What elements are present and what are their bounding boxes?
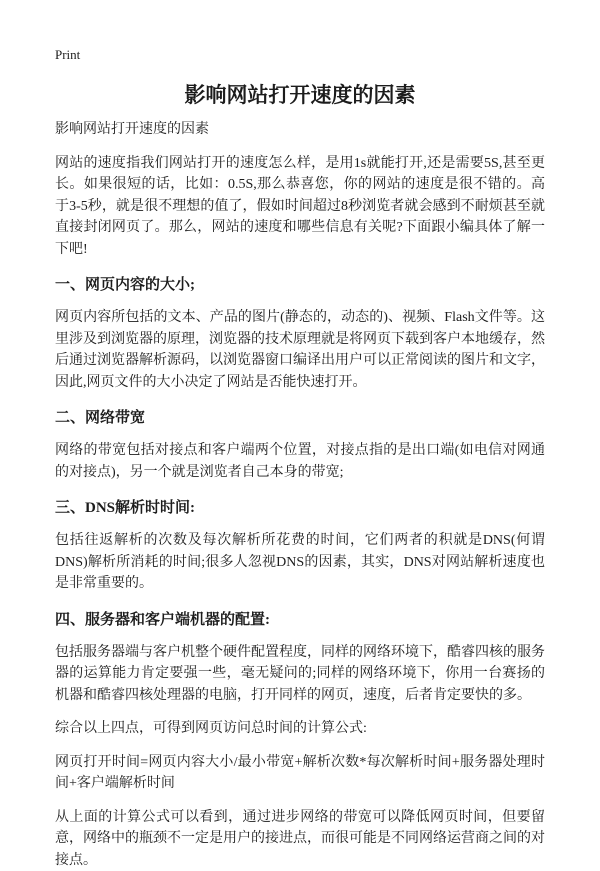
paragraph-conclusion: 从上面的计算公式可以看到，通过进步网络的带宽可以降低网页时间，但要留意，网络中的瓶颈不一定是用户的接进点，而很可能是不同网络运营商之间的对接点。 bbox=[55, 807, 545, 871]
paragraph-intro: 网站的速度指我们网站打开的速度怎么样，是用1s就能打开,还是需要5S,甚至更长。如果很短的话，比如：0.5S,那么恭喜您，你的网站的速度是很不错的。高于3-5秒，就是很不理想的值了，假如时间超过8秒浏览者就会感到不耐烦甚至就直接封闭网页了。那么，网站的速度和哪些信息有关呢?下面跟小编具体了解一下吧! bbox=[55, 153, 545, 261]
paragraph-dns-resolution: 包括往返解析的次数及每次解析所花费的时间，它们两者的积就是DNS(何谓DNS)解析所消耗的时间;很多人忽视DNS的因素，其实，DNS对网站解析速度也是非常重要的。 bbox=[55, 530, 545, 595]
section-heading-dns-resolution: 三、DNS解析时时间: bbox=[55, 499, 545, 518]
section-heading-page-content-size: 一、网页内容的大小; bbox=[55, 276, 545, 295]
paragraph-subtitle: 影响网站打开速度的因素 bbox=[55, 119, 545, 141]
paragraph-network-bandwidth: 网络的带宽包括对接点和客户端两个位置，对接点指的是出口端(如电信对网通的对接点)，另一个就是浏览者自己本身的带宽; bbox=[55, 440, 545, 483]
page-title: 影响网站打开速度的因素 bbox=[55, 83, 545, 108]
paragraph-server-client-config: 包括服务器端与客户机整个硬件配置程度，同样的网络环境下，酷睿四核的服务器的运算能力肯定要强一些，毫无疑问的;同样的网络环境下，你用一台赛扬的机器和酷睿四核处理器的电脑，打开同样的网页，速度，后者肯定要快的多。 bbox=[55, 642, 545, 707]
paragraph-formula-intro: 综合以上四点，可得到网页访问总时间的计算公式: bbox=[55, 718, 545, 740]
print-link[interactable]: Print bbox=[55, 47, 80, 63]
section-heading-network-bandwidth: 二、网络带宽 bbox=[55, 409, 545, 428]
paragraph-formula: 网页打开时间=网页内容大小/最小带宽+解析次数*每次解析时间+服务器处理时间+客户端解析时间 bbox=[55, 752, 545, 795]
paragraph-page-content-size: 网页内容所包括的文本、产品的图片(静态的，动态的)、视频、Flash文件等。这里涉及到浏览器的原理，浏览器的技术原理就是将网页下载到客户本地缓存，然后通过浏览器解析源码，以浏览器窗口编译出用户可以正常阅读的图片和文字，因此,网页文件的大小决定了网站是否能快速打开。 bbox=[55, 307, 545, 393]
section-heading-server-client-config: 四、服务器和客户端机器的配置: bbox=[55, 611, 545, 630]
